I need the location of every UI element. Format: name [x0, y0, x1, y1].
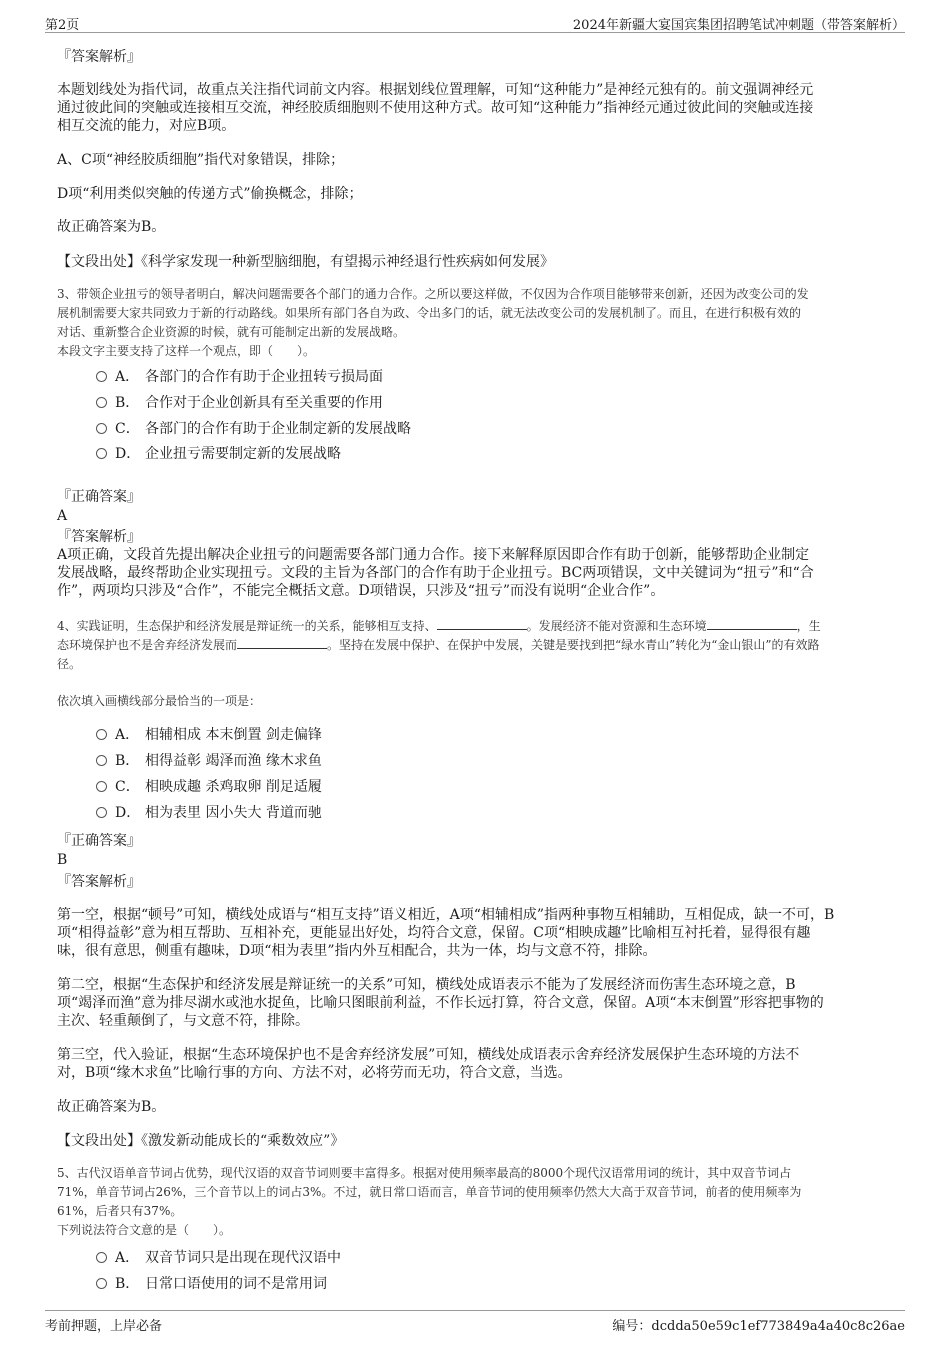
- text-line: 对，B项“缘木求鱼”比喻行事的方向、方法不对，必将劳而无功，符合文意，当选。: [57, 1065, 572, 1081]
- analysis-paragraph: [57, 81, 897, 135]
- text-line: 发展战略，最终帮助企业实现扭亏。文段的主旨为各部门的合作有助于企业扭亏。BC两项错误，文中关键词为“扭亏”和“合: [57, 565, 814, 581]
- text-line: 71%，单音节词占26%，三个音节以上的词占3%。不过，就日常口语而言，单音节词的使用频率仍然大大高于双音节词，前者的使用频率为: [57, 1185, 802, 1199]
- text-line: 第一空，根据“顿号”可知，横线处成语与“相互支持”语义相近，A项“相辅相成”指两种事物互相辅助，互相促成，缺一不可，B: [57, 907, 835, 923]
- option-b[interactable]: B． 合作对于企业创新具有至关重要的作用: [96, 394, 383, 412]
- text-line: 展机制需要大家共同致力于新的行动路线。如果所有部门各自为政、令出多门的话，就无法改变公司的发展机制了。而且，在进行积极有效的: [57, 306, 802, 320]
- option-c[interactable]: C． 各部门的合作有助于企业制定新的发展战略: [96, 420, 411, 438]
- option-a[interactable]: A． 各部门的合作有助于企业扭转亏损局面: [96, 368, 383, 386]
- option-b[interactable]: B． 日常口语使用的词不是常用词: [96, 1275, 327, 1293]
- option-d[interactable]: D． 相为表里 因小失大 背道而驰: [96, 804, 322, 822]
- analysis-conclusion: 故正确答案为B。: [57, 1099, 166, 1115]
- option-b[interactable]: B． 相得益彰 竭泽而渔 缘木求鱼: [96, 752, 322, 770]
- text-line: 项“竭泽而渔”意为排尽湖水或池水捉鱼，比喻只图眼前利益，不作长远打算，符合文意，保留。A项“本末倒置”形容把事物的: [57, 995, 824, 1011]
- radio-icon[interactable]: [96, 371, 107, 382]
- page-header: [45, 12, 905, 33]
- text-line: 61%，后者只有37%。: [57, 1204, 183, 1218]
- text-line: 相互交流的能力，对应B项。: [57, 118, 236, 134]
- document-id: 编号：dcdda50e59c1ef773849a4a40c8c26ae: [612, 1319, 905, 1334]
- text-line: 4、实践证明，生态保护和经济发展是辩证统一的关系，能够相互支持、 。发展经济不能对资源和生态环境 ，生: [57, 619, 821, 633]
- page-footer: [45, 1310, 905, 1333]
- radio-icon[interactable]: [96, 729, 107, 740]
- radio-icon[interactable]: [96, 397, 107, 408]
- correct-answer: A: [57, 508, 68, 524]
- radio-icon[interactable]: [96, 448, 107, 459]
- text-line: 本题划线处为指代词，故重点关注指代词前文内容。根据划线位置理解，可知“这种能力”是神经元独有的。前文强调神经元: [57, 82, 814, 98]
- text-line: 味，很有意思，侧重有趣味，D项“相为表里”指内外互相配合，共为一体，均与文意不符，排除。: [57, 943, 657, 959]
- text-line: 项“相得益彰”意为相互帮助、互相补充，更能显出好处，均符合文意，保留。C项“相映成趣”比喻相互衬托着，显得很有趣: [57, 925, 811, 941]
- option-c[interactable]: C． 相映成趣 杀鸡取卵 削足适履: [96, 778, 322, 796]
- analysis-paragraph: [57, 546, 897, 600]
- text-line: A项正确，文段首先提出解决企业扭亏的问题需要各部门通力合作。接下来解释原因即合作有助于创新，能够帮助企业制定: [57, 547, 810, 563]
- radio-icon[interactable]: [96, 423, 107, 434]
- text-line: 第三空，代入验证，根据“生态环境保护也不是舍弃经济发展”可知，横线处成语表示舍弃经济发展保护生态环境的方法不: [57, 1047, 800, 1063]
- question-prompt: 下列说法符合文意的是（ ）。: [57, 1223, 232, 1237]
- radio-icon[interactable]: [96, 1278, 107, 1289]
- analysis-paragraph: [57, 906, 897, 960]
- text-line: 主次、轻重颠倒了，与文意不符，排除。: [57, 1013, 309, 1029]
- source-citation: 【文段出处】《激发新动能成长的“乘数效应”》: [57, 1133, 345, 1149]
- text-line: 态环境保护也不是舍弃经济发展而 。坚持在发展中保护、在保护中发展，关键是要找到把“绿水青山”转化为“金山银山”的有效路: [57, 638, 820, 652]
- text-line: 对话、重新整合企业资源的时候，就有可能制定出新的发展战略。: [57, 325, 406, 339]
- question-stem: [57, 617, 897, 674]
- radio-icon[interactable]: [96, 781, 107, 792]
- footer-slogan: 考前押题，上岸必备: [45, 1319, 163, 1334]
- radio-icon[interactable]: [96, 1252, 107, 1263]
- text-line: 5、古代汉语单音节词占优势，现代汉语的双音节词则要丰富得多。根据对使用频率最高的8000个现代汉语常用词的统计，其中双音节词占: [57, 1166, 792, 1180]
- option-d[interactable]: D． 企业扭亏需要制定新的发展战略: [96, 445, 341, 463]
- analysis-label: 『答案解析』: [57, 529, 141, 545]
- analysis-paragraph: [57, 1046, 897, 1082]
- option-a[interactable]: A． 双音节词只是出现在现代汉语中: [96, 1249, 341, 1267]
- analysis-conclusion: 故正确答案为B。: [57, 219, 166, 235]
- text-line: 径。: [57, 657, 82, 671]
- analysis-label: 『答案解析』: [57, 874, 141, 890]
- radio-icon[interactable]: [96, 807, 107, 818]
- question-stem: [57, 1164, 897, 1240]
- correct-answer: B: [57, 852, 68, 868]
- answer-label: 『正确答案』: [57, 489, 141, 505]
- answer-label: 『正确答案』: [57, 833, 141, 849]
- analysis-paragraph: [57, 976, 897, 1030]
- text-line: 作”，两项均只涉及“合作”，不能完全概括文意。D项错误，只涉及“扭亏”而没有说明“企业合作”。: [57, 583, 665, 599]
- text-line: 第二空，根据“生态保护和经济发展是辩证统一的关系”可知，横线处成语表示不能为了发展经济而伤害生态环境之意，B: [57, 977, 796, 993]
- text-line: 3、带领企业扭亏的领导者明白，解决问题需要各个部门的通力合作。之所以要这样做，不仅因为合作项目能够带来创新，还因为改变公司的发: [57, 287, 809, 301]
- analysis-paragraph: A、C项“神经胶质细胞”指代对象错误，排除；: [57, 152, 345, 168]
- question-prompt: 本段文字主要支持了这样一个观点，即（ ）。: [57, 344, 316, 358]
- radio-icon[interactable]: [96, 755, 107, 766]
- fill-blank: [437, 617, 527, 630]
- text-line: 通过彼此间的突触或连接相互交流，神经胶质细胞则不使用这种方式。故可知“这种能力”指神经元通过彼此间的突触或连接: [57, 100, 814, 116]
- question-prompt: 依次填入画横线部分最恰当的一项是：: [57, 694, 262, 708]
- question-stem: [57, 285, 897, 361]
- option-a[interactable]: A． 相辅相成 本末倒置 剑走偏锋: [96, 726, 322, 744]
- fill-blank: [237, 636, 327, 649]
- analysis-label: 『答案解析』: [57, 49, 141, 65]
- page-number: 第2页: [45, 18, 80, 33]
- fill-blank: [707, 617, 797, 630]
- source-citation: 【文段出处】《科学家发现一种新型脑细胞，有望揭示神经退行性疾病如何发展》: [57, 254, 554, 270]
- document-title: 2024年新疆大宴国宾集团招聘笔试冲刺题（带答案解析）: [572, 18, 905, 33]
- analysis-paragraph: D项“利用类似突触的传递方式”偷换概念，排除；: [57, 186, 363, 202]
